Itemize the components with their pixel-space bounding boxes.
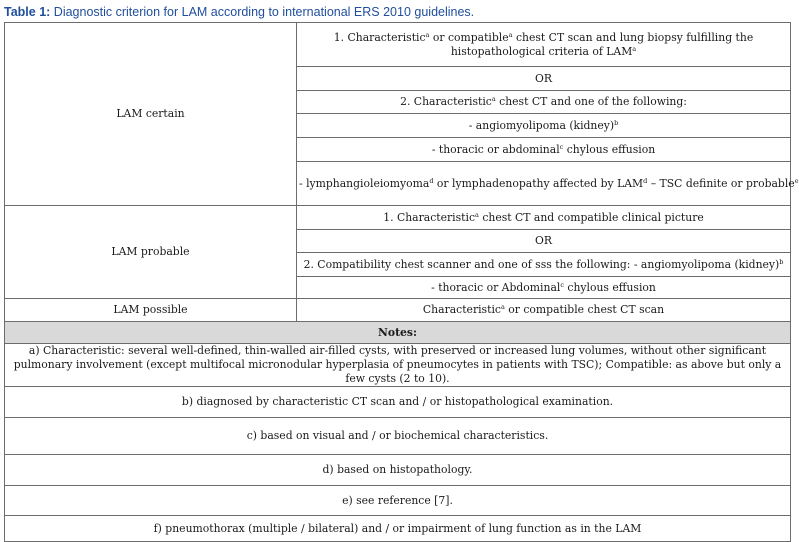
- note-e: e) see reference [7].: [5, 486, 791, 516]
- diagnostic-criteria-table: [4, 22, 799, 542]
- table-row: [5, 206, 791, 230]
- table-row: [5, 455, 791, 486]
- note-c: c) based on visual and / or biochemical characteristics.: [5, 418, 791, 455]
- lam-possible-label: LAM possible: [5, 299, 297, 322]
- table-row: [5, 486, 791, 516]
- caption-text: Diagnostic criterion for LAM according to international ERS 2010 guidelines.: [50, 5, 475, 19]
- caption-label: Table 1:: [4, 5, 51, 19]
- probable-or: OR: [297, 230, 791, 253]
- note-d: d) based on histopathology.: [5, 455, 791, 486]
- table-row: [5, 322, 791, 344]
- table-row: [5, 418, 791, 455]
- certain-angiomyolipoma: - angiomyolipoma (kidney)$^b$: [297, 114, 791, 138]
- certain-criterion-2: 2. Characteristic$^a$ chest CT and one of the following:: [297, 91, 791, 114]
- table-row: [5, 387, 791, 418]
- lam-certain-label: LAM certain: [5, 23, 297, 206]
- certain-chylous-effusion: - thoracic or abdominal$^c$ chylous effusion: [297, 138, 791, 162]
- table-row: [5, 23, 791, 67]
- note-a: a) Characteristic: several well-defined, thin-walled air-filled cysts, with preserved or increased lung volumes, without other significant pulmonary involvement (except multifocal micronodular hyperplasia of pneumocytes in patients with TSC); Compatible: as above but only a few cysts (2 to 10).: [5, 344, 791, 387]
- table-row: [5, 516, 791, 542]
- table-row: [5, 299, 791, 322]
- certain-or: OR: [297, 67, 791, 91]
- probable-criterion-2: 2. Compatibility chest scanner and one of sss the following: - angiomyolipoma (kidney)$^b$: [297, 253, 791, 277]
- probable-criterion-1: 1. Characteristic$^a$ chest CT and compatible clinical picture: [297, 206, 791, 230]
- note-f: f) pneumothorax (multiple / bilateral) and / or impairment of lung function as in the LAM: [5, 516, 791, 542]
- lam-probable-label: LAM probable: [5, 206, 297, 299]
- table-row: [5, 344, 791, 387]
- probable-chylous-effusion: - thoracic or Abdominal$^c$ chylous effusion: [297, 277, 791, 299]
- note-b: b) diagnosed by characteristic CT scan and / or histopathological examination.: [5, 387, 791, 418]
- certain-lymphangioleiomyoma: - lymphangioleiomyoma$^d$ or lymphadenopathy affected by LAM$^d$ – TSC definite or probable$^e$: [297, 162, 791, 206]
- possible-criterion: Characteristic$^a$ or compatible chest CT scan: [297, 299, 791, 322]
- certain-criterion-1: 1. Characteristic$^a$ or compatible$^a$ chest CT scan and lung biopsy fulfilling the histopathological criteria of LAM$^a$: [297, 23, 791, 67]
- notes-header: Notes:: [5, 322, 791, 344]
- table-caption: [4, 3, 791, 21]
